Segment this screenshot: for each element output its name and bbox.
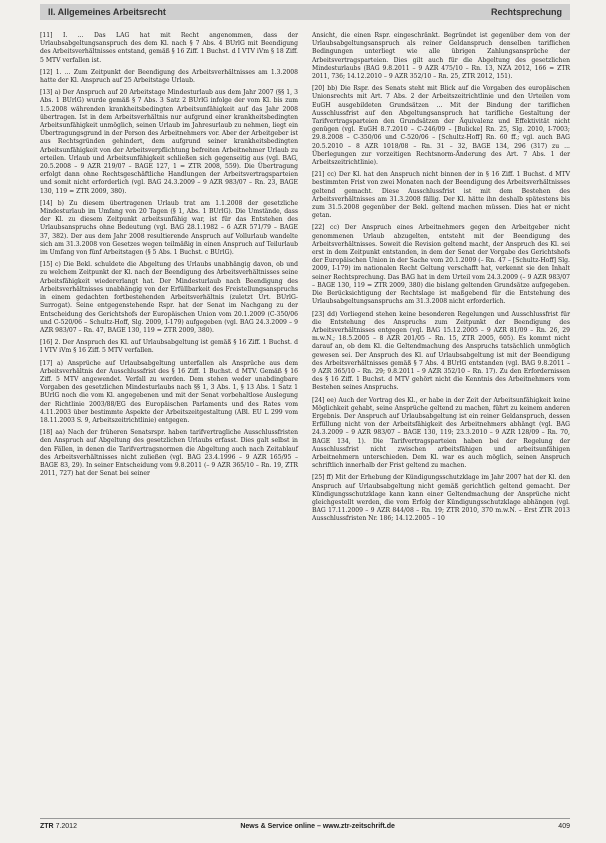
journal-name: ZTR [40,822,54,830]
header-section-title: II. Allgemeines Arbeitsrecht [48,7,166,17]
paragraph: [20] bb) Die Rspr. des Senats steht mit Blick auf die Vorgaben des europäischen Unionsrechts mit Art. 7 Abs. 2 der Arbeitszeitrichtlinie und den Urteilen vom EuGH ausgebildeten Grundsätzen ... Mit der Bindung der tariflichen Ausschlussfrist auf den Abgeltungsanspruch hat tarifliche Gestaltung der Tarifvertragsparteien den Grundsätzen der Äquivalenz und Effektivität nicht genügen (vgl. EuGH 8.7.2010 – C-246/09 – [Bulicke] Rn. 25, Slg. 2010, I-7003; 29.8.2008 – C-350/06 und C-520/06 – [Schultz-Hoff] Rn. 60 ff.; vgl. auch BAG 20.5.2010 – 8 AZR 1018/08 – Rn. 31 – 32, BAGE 134, 296 (317) zu ... Überlegungen zur vorzeitigen Rechtsnorm-Änderung des Art. 7 Abs. 1 der Arbeitszeitrichtlinie). [312,85,570,167]
header-category: Rechtsprechung [490,7,562,17]
page-number: 409 [558,822,570,830]
paragraph: [21] cc) Der Kl. hat den Anspruch nicht binnen der in § 16 Ziff. 1 Buchst. d MTV bestimmten Frist von zwei Monaten nach der Beendigung des Arbeitsverhältnisses geltend gemacht. Diese Ausschlussfrist ist mit dem Bestehen des Arbeitsverhältnisses am 31.3.2008 fällig. Der Kl. hätte ihn deshalb spätestens bis zum 31.5.2008 gegenüber der Bekl. geltend machen müssen. Dies hat er nicht getan. [312,171,570,220]
paragraph: [11] I. ... Das LAG hat mit Recht angenommen, dass der Urlaubsabgeltungsanspruch des dem Kl. nach § 7 Abs. 4 BUrlG mit Beendigung des Arbeitsverhältnisses entstand, gemäß § 16 Ziff. 1 Buchst. d I VTV iVm § 18 Ziff. 5 MTV verfallen ist. [40,32,298,64]
paragraph: [16] 2. Der Anspruch des Kl. auf Urlaubsabgeltung ist gemäß § 16 Ziff. 1 Buchst. d I VTV iVm § 16 Ziff. 5 MTV verfallen. [40,339,298,355]
footer-website-link[interactable]: News & Service online – www.ztr-zeitschrift.de [240,822,395,830]
page-footer [40,818,570,833]
paragraph: [13] a) Der Anspruch auf 20 Arbeitstage Mindesturlaub aus dem Jahr 2007 (§§ 1, 3 Abs. 1 BUrlG) wurde gemäß § 7 Abs. 3 Satz 2 BUrlG infolge der vom Kl. bis zum 1.5.2008 währenden krankheitsbedingten Arbeitsunfähigkeit auf das Jahr 2008 übertragen. Ist in dem Arbeitsverhältnis nur aufgrund einer krankheitsbedingten Arbeitsunfähigkeit unmöglich, seinen Urlaub im Jahresurlaub zu nehmen, liegt ein Übertragungsgrund in der Person des Arbeitnehmers vor. Aber der Arbeitgeber ist aus Rechtsgründen gehindert, dem aufgrund seiner krankheitsbedingten Arbeitsunfähigkeit von der Arbeitsverpflichtung befreiten Arbeitnehmer Urlaub zu erteilen. Urlaub und Arbeitsunfähigkeit schließen sich gegenseitig aus (vgl. BAG, 20.5.2008 – 9 AZR 219/07 – BAGE 127, 1 = ZTR 2008, 559). Die Übertragung erfolgt dann ohne Rechtsgeschäftliche Handlungen der Arbeitsvertragsparteien und somit nicht erforderlich (vgl. BAG 24.3.2009 – 9 AZR 983/07 – Rn. 23, BAGE 130, 119 = ZTR 2009, 380). [40,89,298,195]
paragraph: [24] ee) Auch der Vortrag des Kl., er habe in der Zeit der Arbeitsunfähigkeit keine Möglichkeit gehabt, seine Ansprüche geltend zu machen, führt zu keinem anderen Ergebnis. Der Anspruch auf Urlaubsabgeltung ist ein reiner Geldanspruch, dessen Erfüllung nicht von der Arbeitsfähigkeit des Arbeitnehmers abhängt (vgl. BAG 24.3.2009 – 9 AZR 983/07 – BAGE 130, 119; 23.3.2010 – 9 AZR 128/09 – Rn. 70, BAGE 134, 1). Die Tarifvertragsparteien haben bei der Regelung der Ausschlussfrist nicht zwischen arbeitsfähigen und arbeitsunfähigen Arbeitnehmern unterschieden. Dem Kl. war es auch möglich, seinen Anspruch schriftlich innerhalb der Frist geltend zu machen. [312,396,570,470]
running-header [40,4,570,20]
issue-number: 7.2012 [55,822,77,830]
paragraph: [17] a) Ansprüche auf Urlaubsabgeltung unterfallen als Ansprüche aus dem Arbeitsverhältnis der Ausschlussfrist des § 16 Ziff. 1 Buchst. d MTV. Gemäß § 16 Ziff. 5 MTV angewendet. Verfall zu werden. Dem stehen weder unabdingbare Vorgaben des gesetzlichen Mindesturlaubs nach §§ 1, 3 Abs. 1, § 13 Abs. 1 Satz 1 BUrlG noch die vom Kl. angegebenen und mit der Senat vorbehaltlose Auslegung der Richtlinie 2003/88/EG des Europäischen Parlaments und des Rates vom 4.11.2003 über bestimmte Aspekte der Arbeitszeitgestaltung (ABl. EU L 299 vom 18.11.2003 S. 9, Arbeitszeitrichtlinie) entgegen. [40,359,298,424]
paragraph: [18] aa) Nach der früheren Senatsrspr. haben tarifvertragliche Ausschlussfristen den Anspruch auf Abgeltung des gesetzlichen Urlaubs erfasst. Dies galt selbst in den Fällen, in denen die Tarifvertragsnormen die Abgeltung auch nach Zeitablauf des Arbeitsverhältnisses nicht zuließen (vgl. BAG 23.4.1996 – 9 AZR 165/95 – BAGE 83, 29). In seiner Entscheidung vom 9.8.2011 (– 9 AZR 365/10 – Rn. 19, ZTR 2011, 727) hat der Senat bei seiner [40,429,298,478]
paragraph: [12] 1. ... Zum Zeitpunkt der Beendigung des Arbeitsverhältnisses am 1.3.2008 hatte der Kl. Anspruch auf 25 Arbeitstage Urlaub. [40,68,298,85]
paragraph: [15] c) Die Bekl. schuldete die Abgeltung des Urlaubs unabhängig davon, ob und zu welchem Zeitpunkt der Kl. nach der Beendigung des Arbeitsverhältnisses seine Arbeitsfähigkeit wiedererlangt hat. Der Mindesturlaub nach Beendigung des Arbeitsverhältnisses unabhängig von der Erfüllbarkeit des Freistellungsanspruchs in einem gedachten fortbestehenden Arbeitsverhältnis (zuletzt Urt. BUrlG-Surrogat). Seine entgegenstehende Rspr. hat der Senat im Nachgang zu der Entscheidung des Gerichtshofs der Europäischen Union vom 20.1.2009 (C-350/06 und C-520/06 – Schultz-Hoff, Slg. 2009, I-179) aufgegeben (vgl. BAG 24.3.2009 – 9 AZR 983/07 – Rn. 47, BAGE 130, 119 = ZTR 2009, 380). [40,261,298,334]
paragraph: [22] cc) Der Anspruch eines Arbeitnehmers gegen den Arbeitgeber nicht genommenen Urlaub abzugelten, entsteht mit der Beendigung des Arbeitsverhältnisses. Soweit die Revision geltend macht, der Anspruch des Kl. sei erst in dem Zeitpunkt entstanden, in dem der Senat der Vorgabe des Gerichtshofs der Europäischen Union in der Sache vom 20.1.2009 (– Rn. 47 – [Schultz-Hoff] Slg. 2009, I-179) im nationalen Recht Geltung verschafft hat, verkennt sie den Inhalt seiner Rechtsprechung. Das BAG hat in dem Urteil vom 24.3.2009 (– 9 AZR 983/07 – BAGE 130, 119 = ZTR 2009, 380) die bislang geltenden Grundsätze aufgegeben. Die Berücksichtigung der Rechtslage ist maßgebend für die Entstehung des Urlaubsabgeltungsanspruchs am 31.3.2008 nicht erforderlich. [312,224,570,306]
left-column [40,32,298,482]
paragraph: Ansicht, die einen Rspr. eingeschränkt. Begründet ist gegenüber dem von der Urlaubsabgeltungsanspruch als reiner Geldanspruch denselben tariflichen Bedingungen unterliegt wie alle übrigen Zahlungsansprüche der Arbeitsvertragsparteien. Dies gilt auch für die Abgeltung des gesetzlichen Mindesturlaubs (BAG 9.8.2011 – 9 AZR 475/10 – Rn. 13, NZA 2012, 166 = ZTR 2011, 736; 14.12.2010 – 9 AZR 352/10 – Rn. 25, ZTR 2012, 151). [312,32,570,81]
paragraph: [14] b) Zu diesem übertragenen Urlaub trat am 1.1.2008 der gesetzliche Mindesturlaub im Umfang von 20 Tagen (§ 1, Abs. 1 BUrlG). Die Umstände, dass der Kl. zu diesem Zeitpunkt arbeitsunfähig war, ist für das Entstehen des Urlaubsanspruchs ohne Bedeutung (vgl. BAG 28.1.1982 – 6 AZR 571/79 – BAGE 37, 382). Der aus dem Jahr 2008 resultierende Anspruch auf Vollurlaub wandelte sich am 31.3.2008 von Gesetzes wegen teilmäßig in einen Anspruch auf Teilurlaub im Umfang von fünf Arbeitstagen (§ 5 Abs. 1 Buchst. c BUrlG). [40,199,298,257]
paragraph: [25] ff) Mit der Erhebung der Kündigungsschutzklage im Jahr 2007 hat der Kl. den Anspruch auf Urlaubsabgeltung nicht gemäß gerichtlich geltend gemacht. Der Kündigungsschutzklage kann kann einer Geltendmachung der Ansprüche nicht gleichgestellt werden, die vom Erfolg der Kündigungsschutzklage abhängen (vgl. BAG 17.11.2009 – 9 AZR 844/08 – Rn. 19; ZTR 2010, 370 m.w.N. – Erst ZTR 2013 Ausschlussfristen Nr. 186; 14.12.2005 – 10 [312,474,570,523]
right-column [312,32,570,528]
footer-journal-issue [40,823,77,830]
paragraph: [23] dd) Vorliegend stehen keine besonderen Regelungen und Ausschlussfrist für die Entstehung des Anspruchs zum Zeitpunkt der Beendigung des Arbeitsverhältnisses entgegen (vgl. BAG 15.12.2005 – 9 AZR 81/09 – Rn. 26, 29 m.w.N.; 18.5.2005 – 8 AZR 201/05 – Rn. 15, ZTR 2005, 605). Es kommt nicht darauf an, ob dem Kl. die Geltendmachung des Anspruchs tatsächlich unmöglich gewesen sei. Der Anspruch des Kl. auf Urlaubsabgeltung ist mit der Beendigung des Arbeitsverhältnisses gemäß § 7 Abs. 4 BUrlG entstanden (vgl. BAG 9.8.2011 – 9 AZR 365/10 – Rn. 29; 9.8.2011 – 9 AZR 352/10 – Rn. 17). Zu den Erfordernissen des § 16 Ziff. 1 Buchst. d MTV gehört nicht die Kenntnis des Arbeitnehmers vom Bestehen seines Anspruchs. [312,310,570,392]
